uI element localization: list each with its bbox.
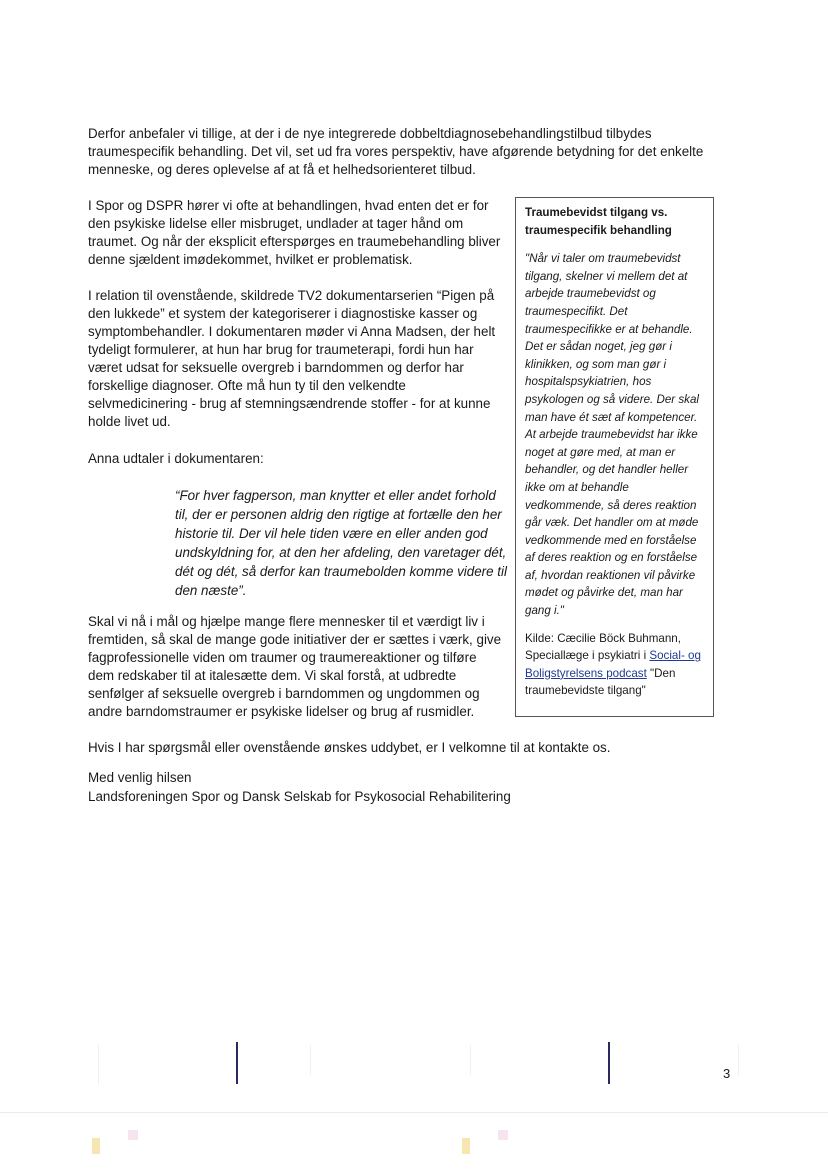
- scan-artifact: [310, 1045, 311, 1075]
- sidebar-box: [515, 197, 714, 717]
- scan-artifact: [236, 1042, 238, 1084]
- spor-paragraph: I Spor og DSPR hører vi ofte at behandlingen, hvad enten det er for den psykiske lidelse eller misbruget, undlader at tager hånd om traumet. Og når der eksplicit efterspørges en traumebehandling bliver denne sjældent imødekommet, hvilket er problematisk.: [88, 198, 501, 267]
- sidebar-source-suffix: "Den traumebevidste tilgang": [525, 666, 676, 698]
- page-number: 3: [723, 1066, 731, 1081]
- anna-quote: “For hver fagperson, man knytter et eller andet forhold til, der er personen aldrig den rigtige at fortælle den her historie til. Der vil hele tiden være en eller anden god undskyldning for, at den her afdeling, den varetager dét, dét og dét, så derfor kan traumebolden komme videre til den næste”.: [175, 488, 507, 598]
- scan-artifact: [470, 1045, 471, 1075]
- sidebar-source: [525, 630, 706, 700]
- scan-artifact: [462, 1138, 470, 1154]
- scan-artifact: [92, 1138, 100, 1154]
- tv2-paragraph: I relation til ovenstående, skildrede TV2 dokumentarserien “Pigen på den lukkede” et system der kategoriserer i diagnostiske kasser og symptombehandler. I dokumentaren møder vi Anna Madsen, der helt tydeligt formulerer, at hun har brug for traumeterapi, fordi hun har været udsat for seksuelle overgreb i barndommen og derfor har forskellige diagnoser. Ofte må hun ty til den velkendte selvmedicinering - brug af stemningsændrende stoffer - for at kunne holde livet ud.: [88, 288, 496, 429]
- scan-artifact: [128, 1130, 138, 1140]
- contact-paragraph: Hvis I har spørgsmål eller ovenstående ønskes uddybet, er I velkomne til at kontakte os.: [88, 740, 611, 755]
- signature-text: Landsforeningen Spor og Dansk Selskab for Psykosocial Rehabilitering: [88, 789, 511, 804]
- sidebar-title: Traumebevidst tilgang vs. traumespecifik behandling: [525, 206, 672, 237]
- podcast-link[interactable]: Social- og Boligstyrelsens podcast: [525, 649, 701, 680]
- scan-artifact: [738, 1045, 739, 1075]
- intro-paragraph: Derfor anbefaler vi tillige, at der i de nye integrerede dobbeltdiagnosebehandlingstilbud tilbydes traumespecifik behandling. Det vil, set ud fra vores perspektiv, have afgørende betydning for det enkelte menneske, og deres oplevelse af at få et helhedsorienteret tilbud.: [88, 126, 704, 177]
- skal-paragraph: Skal vi nå i mål og hjælpe mange flere mennesker til et værdigt liv i fremtiden, så skal de mange gode initiativer der er sættes i værk, give fagprofessionelle viden om traumer og traumereaktioner og tilføre dem redskaber til at italesætte dem. Vi skal forstå, at udbredte senfølger af seksuelle overgreb i barndommen og ungdommen og andre barndomstraumer er psykiske lidelser og brug af rusmidler.: [88, 614, 502, 719]
- scan-artifact-line: [0, 1112, 828, 1113]
- scan-artifact: [98, 1045, 99, 1085]
- scan-artifact: [608, 1042, 610, 1084]
- sidebar-source-prefix: Kilde: Cæcilie Böck Buhmann, Speciallæge i psykiatri i: [525, 631, 681, 663]
- scan-artifact: [498, 1130, 508, 1140]
- closing-text: Med venlig hilsen: [88, 770, 192, 785]
- anna-intro-paragraph: Anna udtaler i dokumentaren:: [88, 451, 264, 466]
- sidebar-quote: "Når vi taler om traumebevidst tilgang, skelner vi mellem det at arbejde traumebevidst og traumespecifikt. Det traumespecifikke er at behandle. Det er sådan noget, jeg gør i klinikken, og som man gør i hospitalspsykiatrien, hos psykologen og så videre. Der skal man have ét sæt af kompetencer. At arbejde traumebevidst har ikke noget at gøre med, at man er behandler, og det handler heller ikke om at behandle vedkommende, så deres reaktion går væk. Det handler om at møde vedkommende med en forståelse af deres reaktion og en forståelse af, hvordan reaktionen vil påvirke mødet og påvirke det, man har gang i.": [525, 252, 699, 618]
